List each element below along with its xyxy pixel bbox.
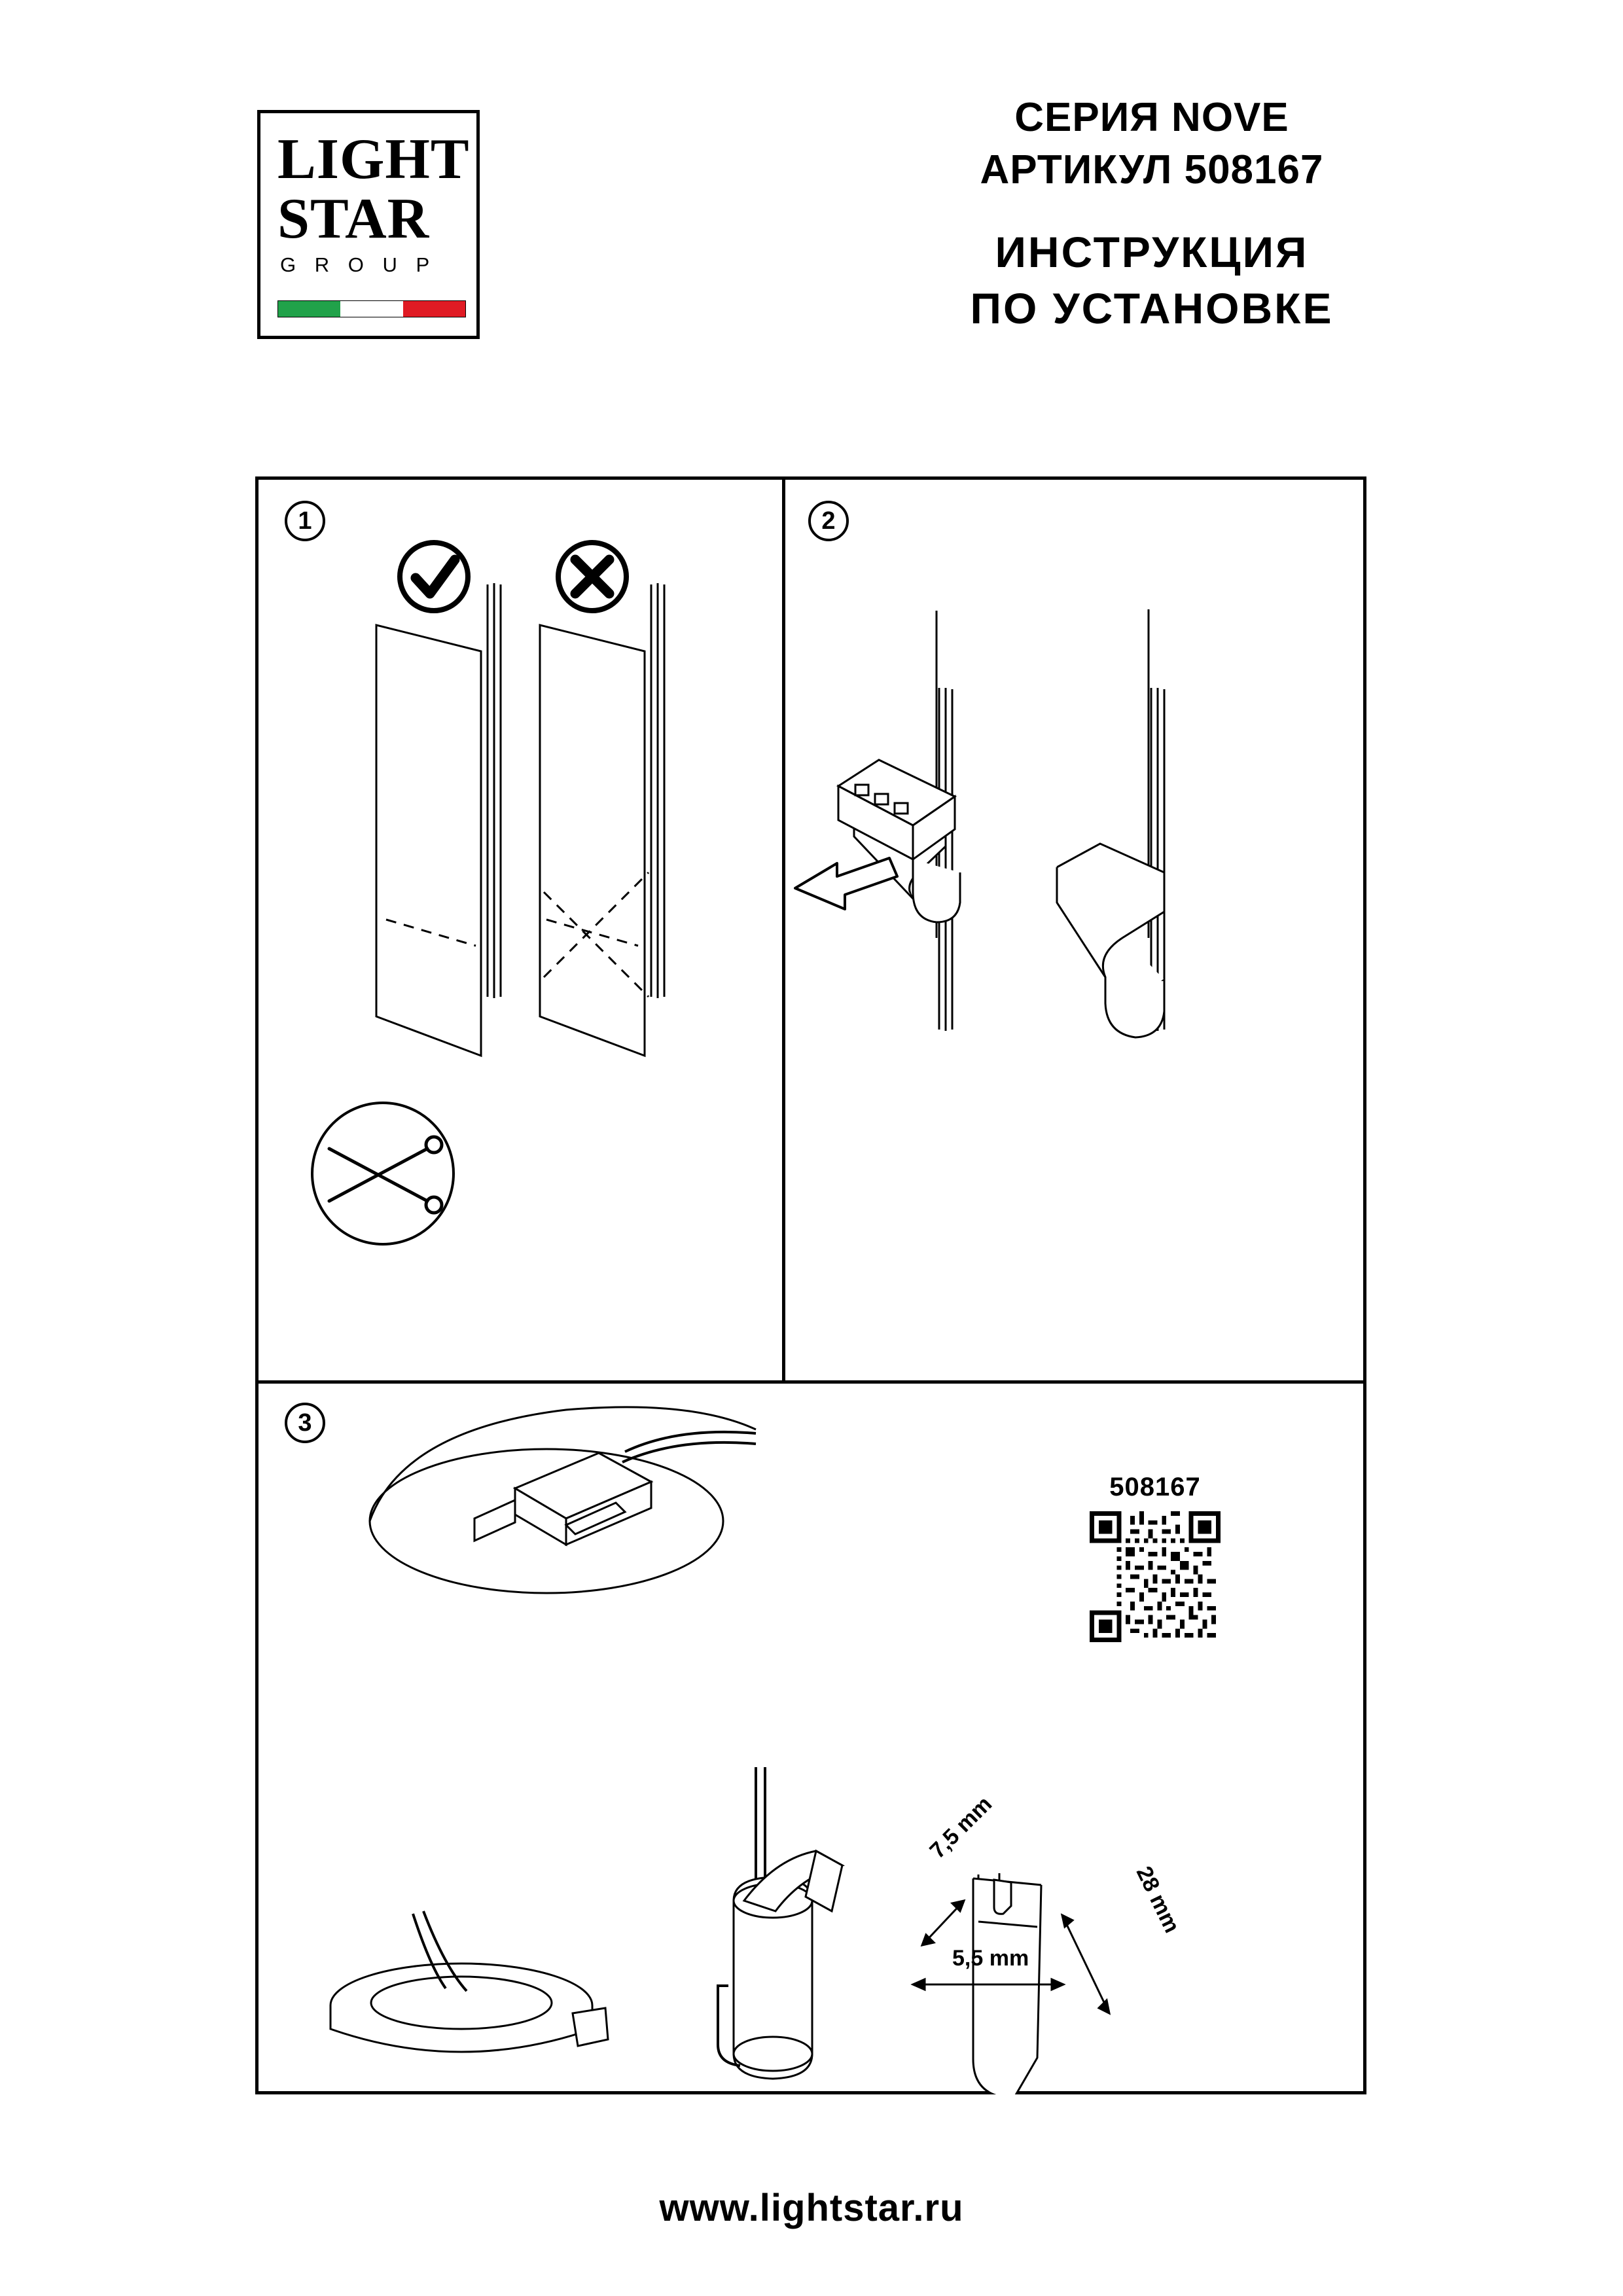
arrow-left-icon: [795, 858, 897, 909]
instruction-panels: [255, 476, 1366, 2094]
document-header: [0, 0, 1623, 419]
flag-stripe-white: [340, 301, 402, 317]
qr-article-label: 508167: [1109, 1473, 1201, 1501]
brand-logo: [257, 110, 480, 339]
title-block: [851, 92, 1453, 336]
series-title: СЕРИЯ NOVE: [1014, 95, 1289, 140]
italy-flag-icon: [277, 300, 466, 317]
brand-logo-star: STAR: [277, 187, 430, 251]
brand-logo-light: LIGHT: [277, 128, 470, 191]
check-circle-icon: [400, 543, 468, 611]
footer-website[interactable]: www.lightstar.ru: [659, 2187, 964, 2229]
article-number: АРТИКУЛ 508167: [980, 147, 1324, 192]
scissors-icon: [312, 1103, 454, 1244]
qr-code-icon: [1090, 1511, 1221, 1642]
flag-stripe-red: [403, 301, 465, 317]
step-badge-2: 2: [808, 501, 849, 541]
dimension-length-label: 28 mm: [1131, 1862, 1185, 1937]
cross-circle-icon: [558, 543, 626, 611]
dimension-width-label: 5,5 mm: [952, 1946, 1029, 1971]
step1-illustration: [259, 480, 782, 1380]
qr-block: [1077, 1473, 1234, 1642]
brand-logo-group: G R O U P: [280, 253, 437, 276]
step2-illustration: [782, 480, 1366, 1380]
step-badge-3: 3: [285, 1403, 325, 1443]
instruction-title-line1: ИНСТРУКЦИЯ: [995, 228, 1309, 276]
instruction-title-line2: ПО УСТАНОВКЕ: [970, 284, 1334, 332]
dimension-depth-label: 7,5 mm: [925, 1791, 997, 1864]
flag-stripe-green: [278, 301, 340, 317]
step-badge-1: 1: [285, 501, 325, 541]
